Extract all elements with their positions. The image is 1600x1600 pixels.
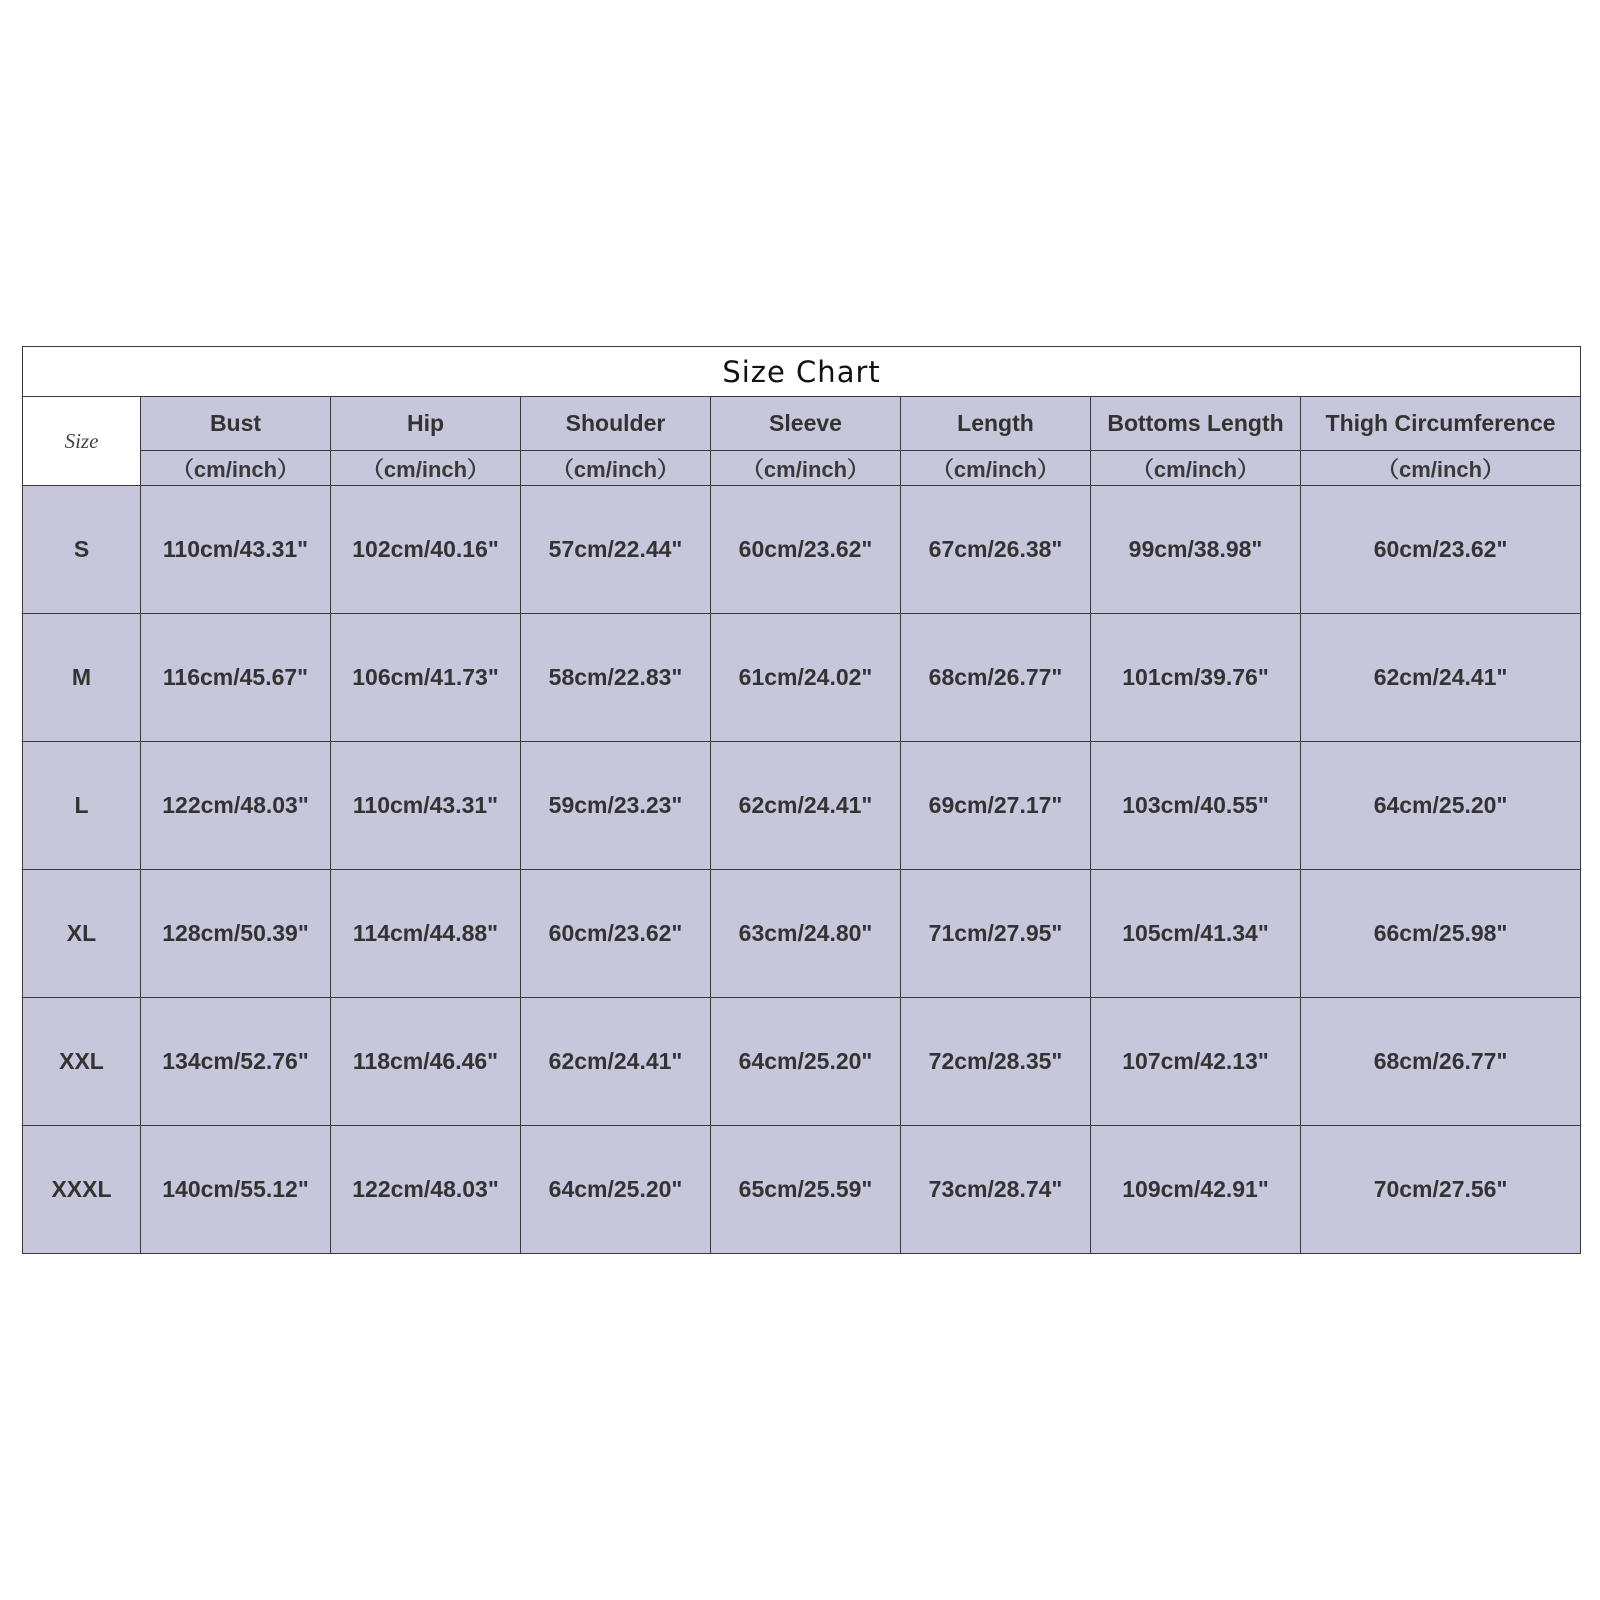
table-cell: 140cm/55.12" — [141, 1126, 331, 1254]
column-header: Bottoms Length — [1091, 397, 1301, 451]
column-unit: （cm/inch） — [141, 451, 331, 486]
table-cell: 128cm/50.39" — [141, 870, 331, 998]
table-cell: 116cm/45.67" — [141, 614, 331, 742]
table-cell: 101cm/39.76" — [1091, 614, 1301, 742]
table-cell: 60cm/23.62" — [1301, 486, 1581, 614]
size-label: S — [23, 486, 141, 614]
column-unit: （cm/inch） — [1091, 451, 1301, 486]
table-cell: 66cm/25.98" — [1301, 870, 1581, 998]
size-column-header: Size — [23, 397, 141, 486]
table-cell: 65cm/25.59" — [711, 1126, 901, 1254]
size-label: XXL — [23, 998, 141, 1126]
table-cell: 114cm/44.88" — [331, 870, 521, 998]
column-unit: （cm/inch） — [711, 451, 901, 486]
column-header: Thigh Circumference — [1301, 397, 1581, 451]
table-row — [23, 998, 1581, 1126]
column-header: Sleeve — [711, 397, 901, 451]
size-chart — [22, 346, 1580, 1254]
table-cell: 73cm/28.74" — [901, 1126, 1091, 1254]
table-row — [23, 1126, 1581, 1254]
table-cell: 62cm/24.41" — [521, 998, 711, 1126]
table-cell: 62cm/24.41" — [711, 742, 901, 870]
size-label: XL — [23, 870, 141, 998]
table-cell: 69cm/27.17" — [901, 742, 1091, 870]
column-header: Length — [901, 397, 1091, 451]
table-cell: 106cm/41.73" — [331, 614, 521, 742]
table-cell: 70cm/27.56" — [1301, 1126, 1581, 1254]
table-cell: 62cm/24.41" — [1301, 614, 1581, 742]
table-row — [23, 742, 1581, 870]
table-cell: 105cm/41.34" — [1091, 870, 1301, 998]
chart-title: Size Chart — [23, 347, 1581, 397]
table-cell: 60cm/23.62" — [521, 870, 711, 998]
table-cell: 134cm/52.76" — [141, 998, 331, 1126]
table-cell: 110cm/43.31" — [141, 486, 331, 614]
column-header: Shoulder — [521, 397, 711, 451]
table-cell: 122cm/48.03" — [331, 1126, 521, 1254]
table-cell: 68cm/26.77" — [901, 614, 1091, 742]
table-cell: 57cm/22.44" — [521, 486, 711, 614]
table-cell: 64cm/25.20" — [711, 998, 901, 1126]
column-unit: （cm/inch） — [331, 451, 521, 486]
table-cell: 68cm/26.77" — [1301, 998, 1581, 1126]
table-cell: 63cm/24.80" — [711, 870, 901, 998]
table-cell: 102cm/40.16" — [331, 486, 521, 614]
size-chart-table — [22, 346, 1581, 1254]
size-label: XXXL — [23, 1126, 141, 1254]
table-cell: 67cm/26.38" — [901, 486, 1091, 614]
column-unit: （cm/inch） — [521, 451, 711, 486]
table-cell: 72cm/28.35" — [901, 998, 1091, 1126]
table-cell: 99cm/38.98" — [1091, 486, 1301, 614]
table-row — [23, 614, 1581, 742]
table-cell: 107cm/42.13" — [1091, 998, 1301, 1126]
column-header: Bust — [141, 397, 331, 451]
table-cell: 59cm/23.23" — [521, 742, 711, 870]
table-cell: 110cm/43.31" — [331, 742, 521, 870]
table-row — [23, 486, 1581, 614]
table-cell: 58cm/22.83" — [521, 614, 711, 742]
size-label: M — [23, 614, 141, 742]
column-header: Hip — [331, 397, 521, 451]
table-row — [23, 870, 1581, 998]
table-cell: 118cm/46.46" — [331, 998, 521, 1126]
table-cell: 122cm/48.03" — [141, 742, 331, 870]
column-unit: （cm/inch） — [901, 451, 1091, 486]
table-cell: 109cm/42.91" — [1091, 1126, 1301, 1254]
column-unit: （cm/inch） — [1301, 451, 1581, 486]
size-label: L — [23, 742, 141, 870]
table-cell: 103cm/40.55" — [1091, 742, 1301, 870]
table-cell: 61cm/24.02" — [711, 614, 901, 742]
table-cell: 64cm/25.20" — [1301, 742, 1581, 870]
table-cell: 60cm/23.62" — [711, 486, 901, 614]
table-cell: 71cm/27.95" — [901, 870, 1091, 998]
table-cell: 64cm/25.20" — [521, 1126, 711, 1254]
